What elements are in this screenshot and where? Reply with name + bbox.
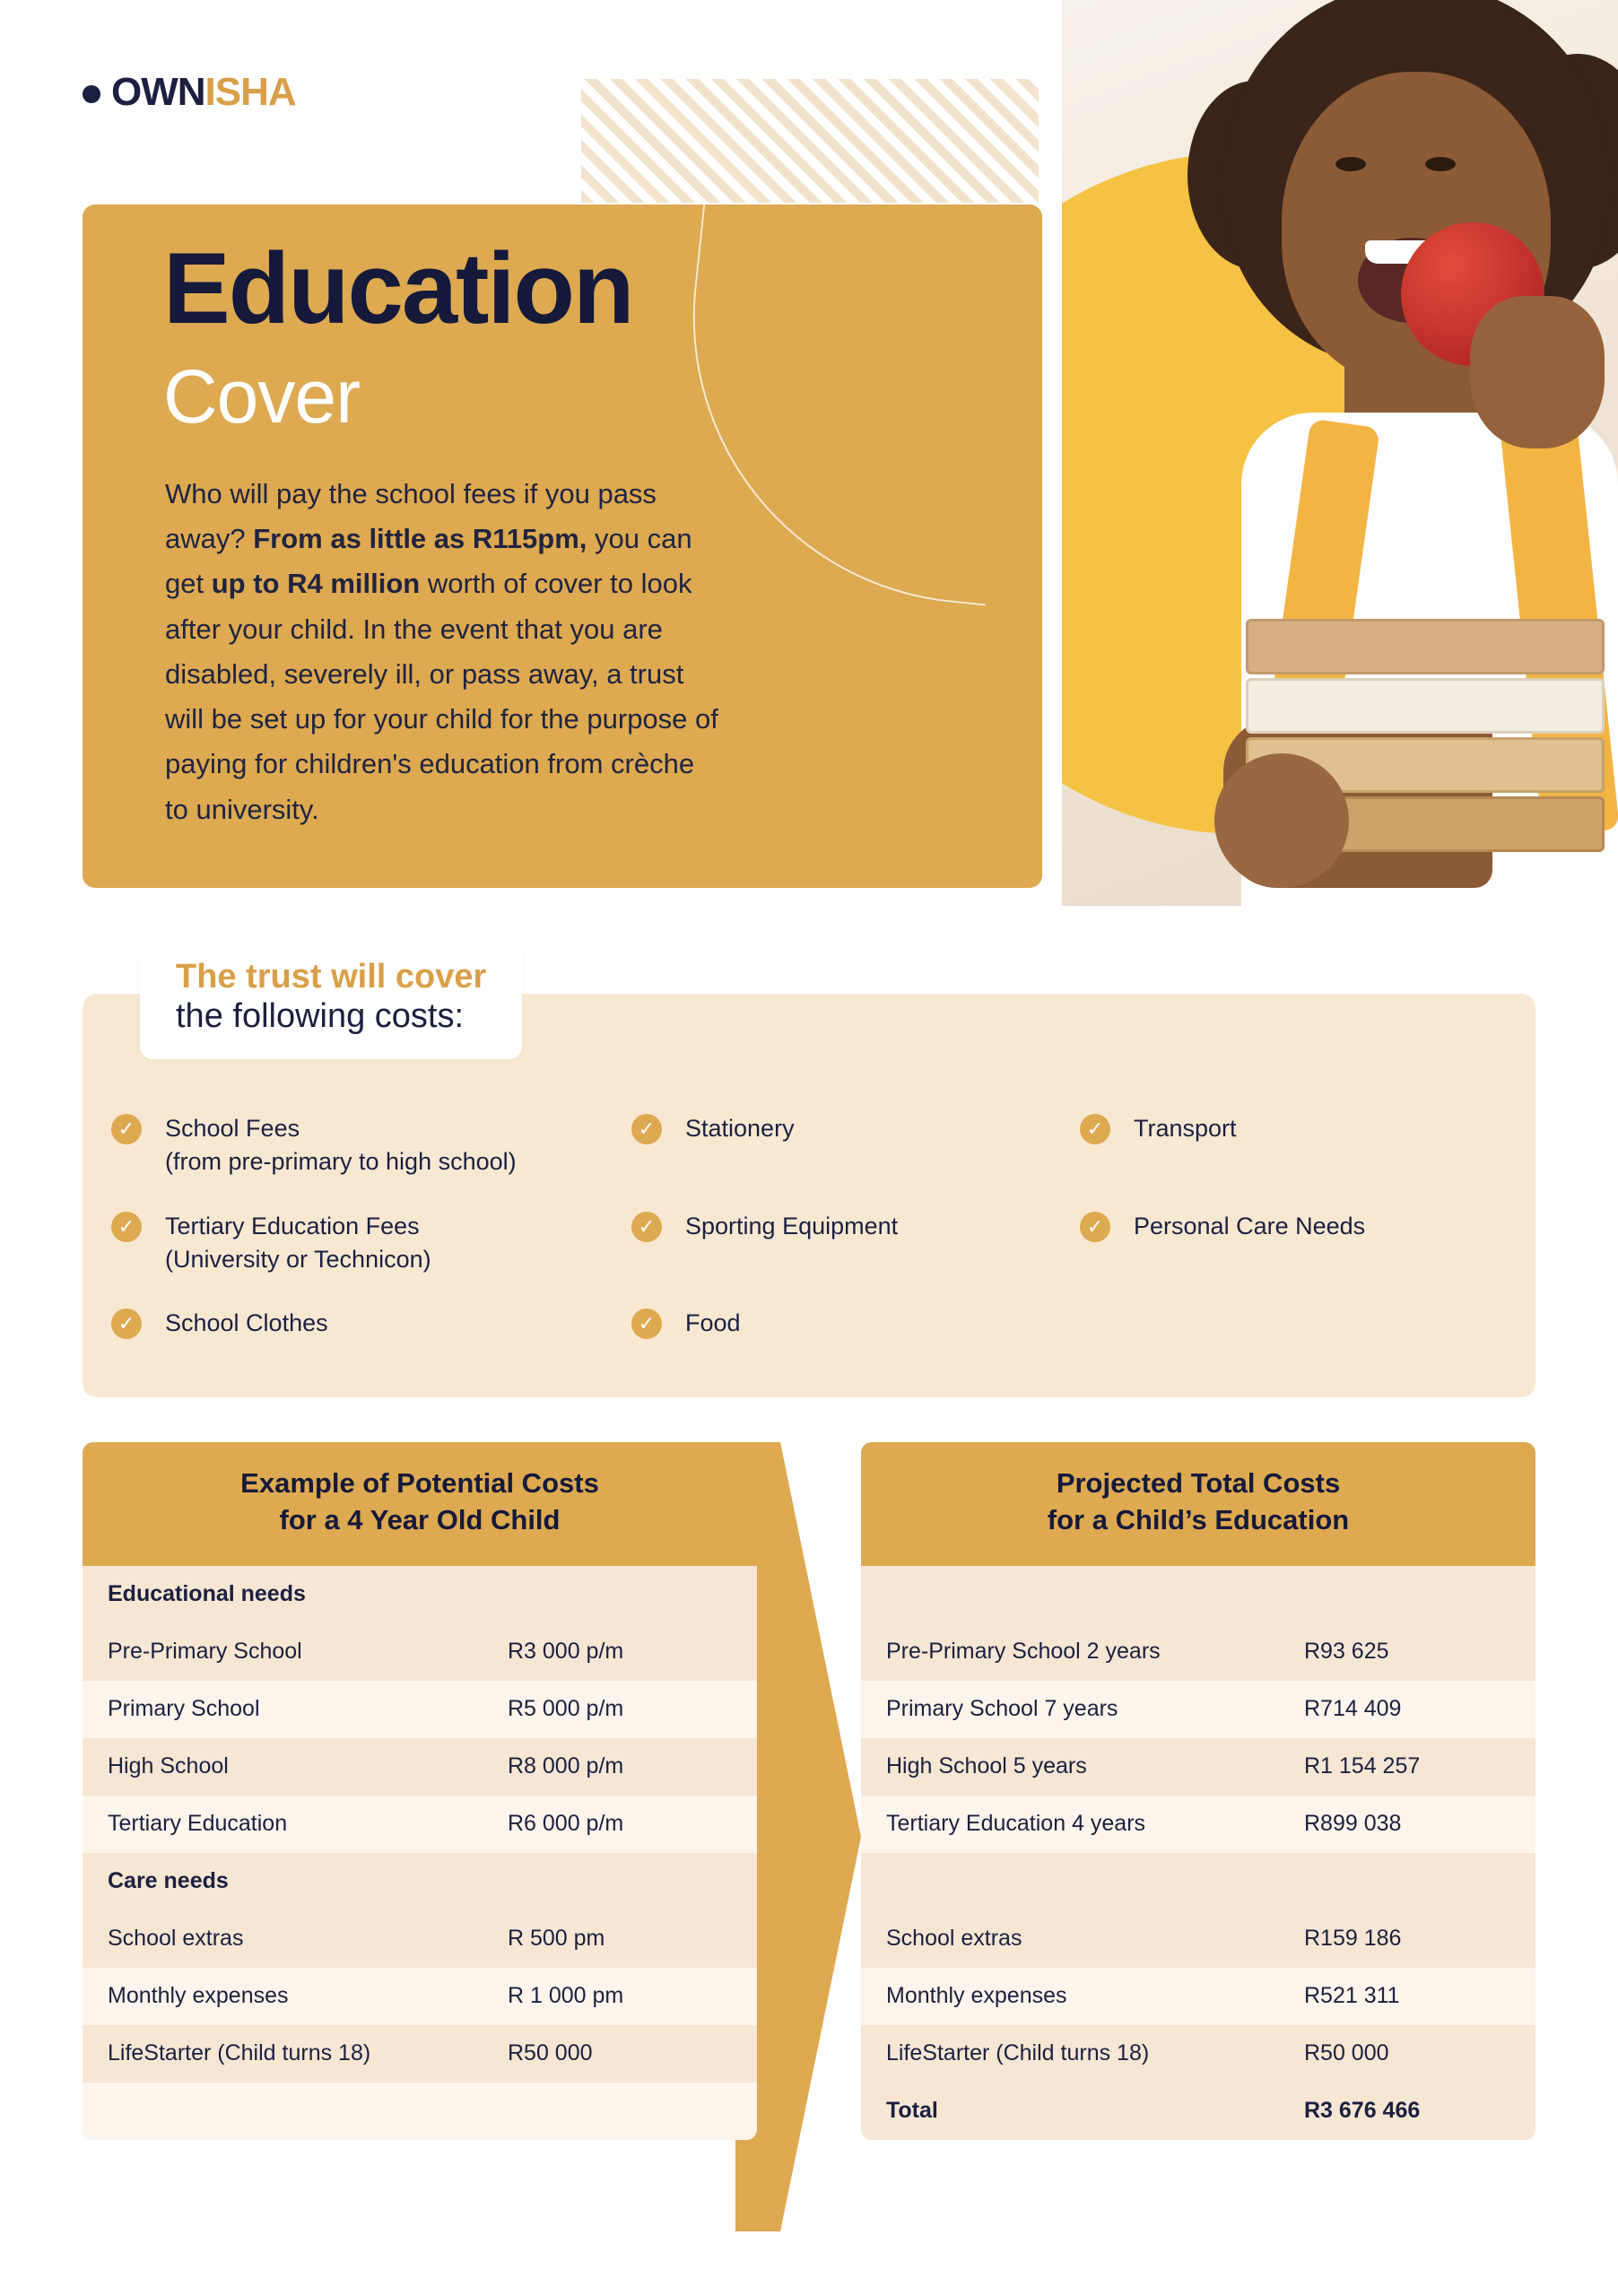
cover-item-title: Tertiary Education Fees (165, 1212, 420, 1239)
cover-item (83, 1210, 603, 1277)
row-value: R899 038 (1304, 1811, 1402, 1837)
cover-item (603, 1210, 1051, 1277)
table-row (83, 1853, 757, 1910)
cover-item-sub: (University or Technicon) (165, 1245, 431, 1273)
row-value: R3 676 466 (1304, 2098, 1421, 2124)
cover-item (603, 1112, 1051, 1179)
cover-item-text (1134, 1112, 1237, 1145)
table-header (861, 1442, 1535, 1566)
cover-item-text (685, 1112, 795, 1145)
hero-card (83, 204, 1042, 888)
cover-item-title: Stationery (685, 1115, 795, 1142)
cover-item-text (685, 1210, 898, 1243)
row-label: Care needs (108, 1868, 229, 1894)
table-title-line2: for a 4 Year Old Child (279, 1503, 561, 1535)
row-label: Primary School (108, 1696, 260, 1722)
row-value: R93 625 (1304, 1639, 1389, 1665)
cover-item (83, 1307, 603, 1340)
child-illustration (1116, 0, 1618, 906)
hatch-decoration (581, 79, 1039, 203)
table-row-total (861, 2083, 1535, 2140)
covered-costs-title: The trust will cover (176, 958, 487, 996)
table-row (861, 1738, 1535, 1796)
row-label: Primary School 7 years (886, 1696, 1118, 1722)
cover-item-text (685, 1307, 741, 1340)
covered-costs-label (140, 938, 522, 1059)
logo-own: OWN (111, 70, 205, 114)
table-row (861, 1623, 1535, 1681)
row-value: R3 000 p/m (508, 1639, 624, 1665)
table-body (83, 1566, 757, 2140)
table-row (83, 1681, 757, 1738)
check-circle-icon: ✓ (111, 1309, 142, 1339)
table-row (861, 1853, 1535, 1910)
check-circle-icon: ✓ (631, 1114, 662, 1144)
table-row (861, 1566, 1535, 1623)
cover-item-title: School Fees (165, 1115, 300, 1142)
row-value: R714 409 (1304, 1696, 1402, 1722)
logo-wordmark (111, 70, 296, 115)
page-subtitle: Cover (163, 354, 361, 439)
hero-photo (1062, 0, 1618, 906)
cover-item-text (1134, 1210, 1365, 1243)
row-label: Monthly expenses (886, 1983, 1067, 2009)
hero-body-bold-2: up to R4 million (211, 568, 421, 600)
cover-item-title: Sporting Equipment (685, 1212, 899, 1239)
row-value: R159 186 (1304, 1926, 1402, 1952)
row-label: High School (108, 1753, 229, 1779)
row-value: R1 154 257 (1304, 1753, 1421, 1779)
table-row (861, 2025, 1535, 2083)
hero-description (165, 472, 721, 832)
cover-item (1051, 1210, 1535, 1277)
row-label: High School 5 years (886, 1753, 1087, 1779)
row-value: R 1 000 pm (508, 1983, 624, 2009)
check-circle-icon: ✓ (631, 1309, 662, 1339)
row-value: R6 000 p/m (508, 1811, 624, 1837)
check-circle-icon: ✓ (631, 1212, 662, 1242)
row-value: R 500 pm (508, 1926, 605, 1952)
cover-item-title: Food (685, 1309, 741, 1336)
cover-item-title: Transport (1134, 1115, 1237, 1142)
hero-body-1: Who will pay the school fees if you pass away? (165, 478, 657, 555)
projected-costs-table (861, 1442, 1535, 2140)
cover-item-text (165, 1112, 517, 1179)
page-title: Education (163, 232, 633, 344)
covered-costs-grid (83, 1112, 1535, 1340)
row-label: Tertiary Education 4 years (886, 1811, 1146, 1837)
row-label: School extras (886, 1926, 1022, 1952)
row-label: LifeStarter (Child turns 18) (886, 2040, 1150, 2066)
check-circle-icon: ✓ (111, 1114, 142, 1144)
row-value: R50 000 (1304, 2040, 1389, 2066)
table-row (83, 1623, 757, 1681)
table-title-line2: for a Child’s Education (1047, 1503, 1350, 1535)
table-row (83, 1796, 757, 1853)
table-body (861, 1566, 1535, 2140)
table-row (83, 2083, 757, 2140)
covered-costs-subtitle: the following costs: (176, 996, 465, 1035)
table-row (83, 1910, 757, 1968)
cover-item-text (165, 1210, 431, 1277)
row-label: School extras (108, 1926, 244, 1952)
table-row (83, 1566, 757, 1623)
cover-item (1051, 1112, 1535, 1179)
row-value: R521 311 (1304, 1983, 1400, 2009)
brand-logo (83, 70, 296, 115)
cover-item (83, 1112, 603, 1179)
cover-item-text (165, 1307, 328, 1340)
table-title-line1: Projected Total Costs (1056, 1467, 1341, 1499)
table-title-line1: Example of Potential Costs (240, 1467, 599, 1499)
cover-item-title: Personal Care Needs (1134, 1212, 1366, 1239)
hero-body-3: worth of cover to look after your child. In the event that you are disabled, severely ill, or pass away, a trust will be set up for your child for the purpose of paying for children's education from crèche to university. (165, 568, 718, 825)
table-row (83, 2025, 757, 2083)
row-value: R5 000 p/m (508, 1696, 624, 1722)
row-value: R8 000 p/m (508, 1753, 624, 1779)
table-header (83, 1442, 757, 1566)
row-label: Total (886, 2098, 938, 2124)
row-label: Monthly expenses (108, 1983, 289, 2009)
logo-dot-icon (83, 85, 100, 103)
check-circle-icon: ✓ (1080, 1212, 1110, 1242)
check-circle-icon: ✓ (1080, 1114, 1110, 1144)
cover-item-sub: (from pre-primary to high school) (165, 1148, 517, 1176)
hero-body-2: you can get (165, 523, 692, 600)
table-row (861, 1796, 1535, 1853)
row-label: Pre-Primary School 2 years (886, 1639, 1161, 1665)
hero-body-bold-1: From as little as R115pm, (253, 523, 587, 555)
check-circle-icon: ✓ (111, 1212, 142, 1242)
table-row (861, 1681, 1535, 1738)
table-row (861, 1968, 1535, 2025)
table-row (83, 1968, 757, 2025)
row-value: R50 000 (508, 2040, 593, 2066)
row-label: Educational needs (108, 1581, 306, 1607)
row-label: Pre-Primary School (108, 1639, 302, 1665)
potential-costs-table (83, 1442, 757, 2140)
logo-isha: ISHA (204, 70, 296, 114)
table-row (861, 1910, 1535, 1968)
table-row (83, 1738, 757, 1796)
row-label: Tertiary Education (108, 1811, 288, 1837)
cover-item-title: School Clothes (165, 1309, 328, 1336)
row-label: LifeStarter (Child turns 18) (108, 2040, 371, 2066)
cover-item (603, 1307, 1051, 1340)
